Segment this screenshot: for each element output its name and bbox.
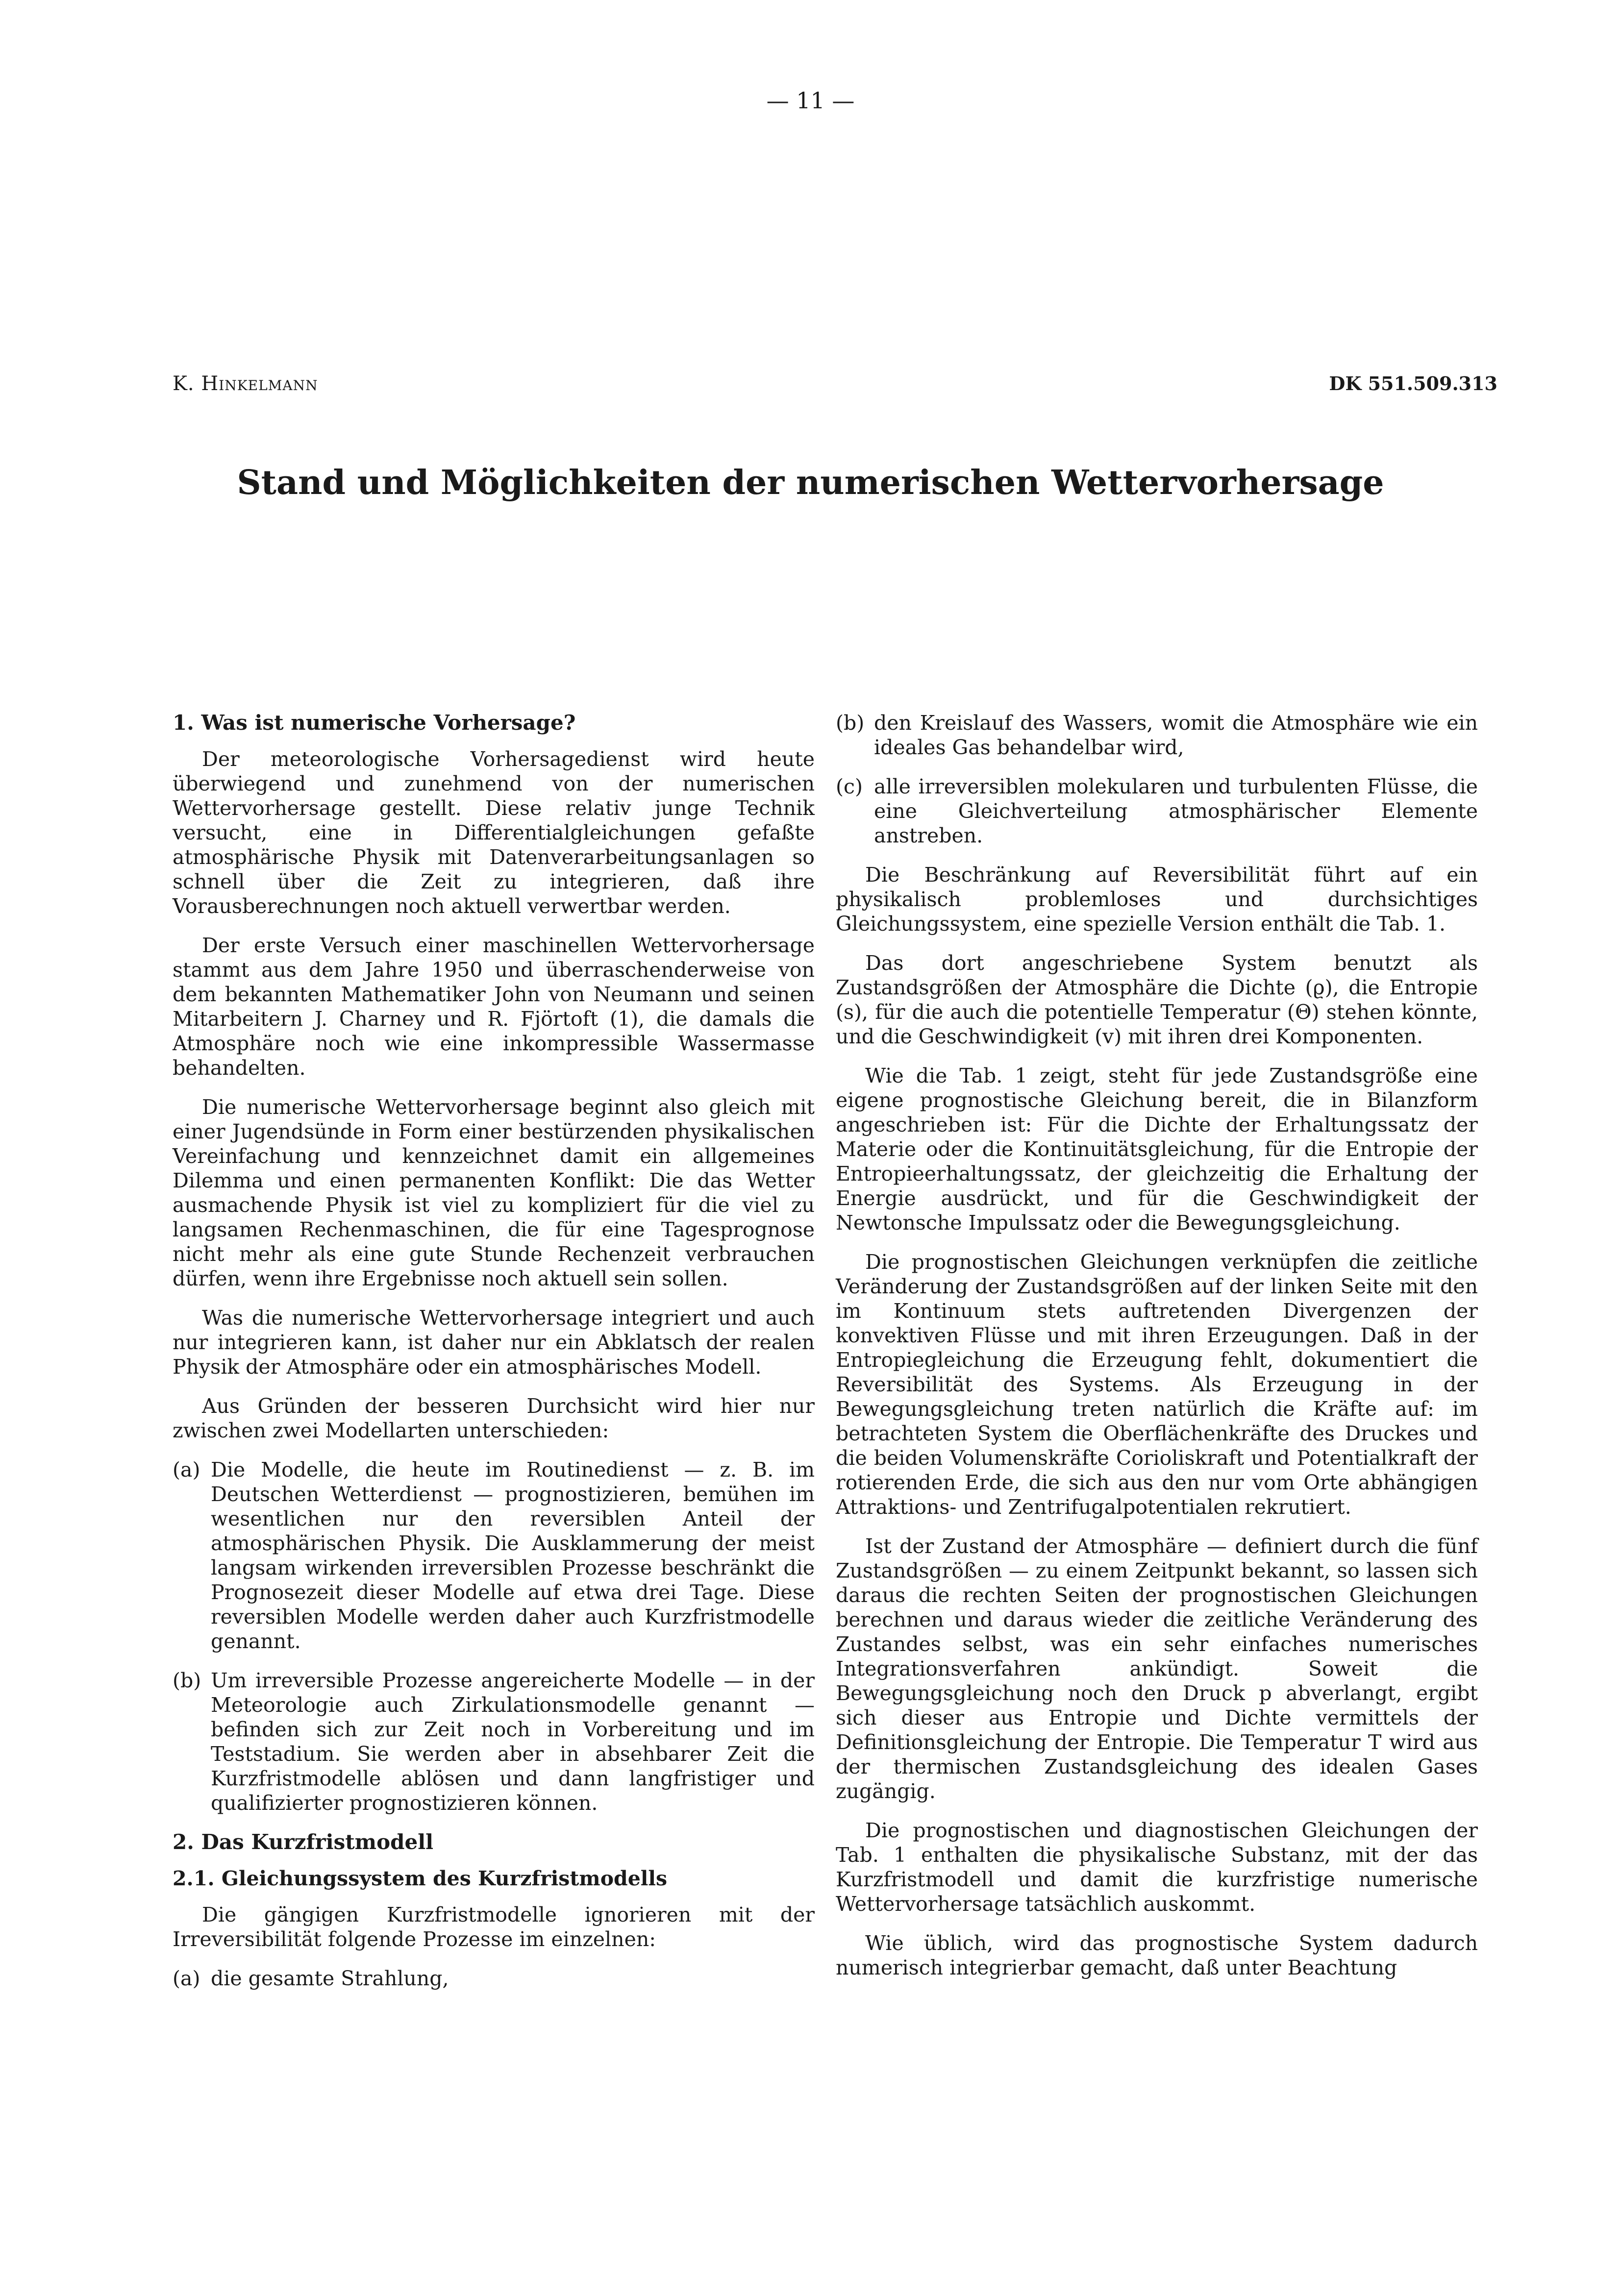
paragraph: Die prognostischen Gleichungen verknüpfen die zeitliche Veränderung der Zustandsgrößen auf der linken Seite mit den im Kontinuum stets auftretenden Divergenzen der konvektiven Flüsse und mit ihren Erzeugungen. Daß in der Entropiegleichung die Erzeugung fehlt, dokumentiert die Reversibilität des Systems. Als Erzeugung in der Bewegungsgleichung treten natürlich die Kräfte auf: im betrachteten System die Oberflächenkräfte des Druckes und die beiden Volumenskräfte Corioliskraft und Potentialkraft der rotierenden Erde, die sich aus den nur vom Orte abhängigen Attraktions- und Zentrifugalpotentialen rekrutiert. bbox=[836, 1250, 1478, 1519]
paragraph: Wie die Tab. 1 zeigt, steht für jede Zustandsgröße eine eigene prognostische Gleichung bereit, die in Bilanzform angeschrieben ist: Für die Dichte der Erhaltungssatz der Materie oder die Kontinuitätsgleichung, für die Entropie der Entropieerhaltungssatz, der gleichzeitig die Erhaltung der Energie ausdrückt, und für die Geschwindigkeit der Newtonsche Impulssatz oder die Bewegungsgleichung. bbox=[836, 1064, 1478, 1234]
author: K. Hinkelmann bbox=[173, 372, 318, 395]
list-label: (c) bbox=[836, 775, 863, 798]
list-label: (a) bbox=[173, 1967, 200, 1990]
list-text: Um irreversible Prozesse angereicherte Modelle — in der Meteorologie auch Zirkulationsmodelle genannt — befinden sich zur Zeit noch in Vorbereitung und im Teststadium. Sie werden aber in absehbarer Zeit die Kurzfristmodelle ablösen und dann langfristiger und qualifizierter prognostizieren können. bbox=[211, 1669, 815, 1815]
list-item bbox=[836, 711, 1478, 760]
section-heading-2: 2. Das Kurzfristmodell bbox=[173, 1830, 434, 1854]
list-text: Die Modelle, die heute im Routinedienst — z. B. im Deutschen Wetterdienst — prognostizieren, bemühen im wesentlichen nur den reversiblen Anteil der atmosphärischen Physik. Die Ausklammerung der meist langsam wirkenden irreversiblen Prozesse beschränkt die Prognosezeit dieser Modelle auf etwa drei Tage. Diese reversiblen Modelle werden daher auch Kurzfristmodelle genannt. bbox=[211, 1458, 815, 1653]
list-text: den Kreislauf des Wassers, womit die Atmosphäre wie ein ideales Gas behandelbar wird, bbox=[874, 711, 1478, 759]
list-item bbox=[173, 1966, 815, 1991]
list-label: (b) bbox=[173, 1669, 201, 1692]
left-column bbox=[173, 711, 815, 2005]
list-text: die gesamte Strahlung, bbox=[211, 1967, 449, 1990]
list-label: (b) bbox=[836, 711, 865, 735]
list-item bbox=[836, 774, 1478, 848]
paragraph: Aus Gründen der besseren Durchsicht wird hier nur zwischen zwei Modellarten unterschieden: bbox=[173, 1394, 815, 1442]
right-column bbox=[836, 711, 1478, 1995]
paragraph: Der erste Versuch einer maschinellen Wettervorhersage stammt aus dem Jahre 1950 und überraschenderweise von dem bekannten Mathematiker John von Neumann und seinen Mitarbeitern J. Charney und R. Fjörtoft (1), die damals die Atmosphäre noch wie eine inkompressible Wassermasse behandelten. bbox=[173, 934, 815, 1080]
subsection-heading: 2.1. Gleichungssystem des Kurzfristmodells bbox=[173, 1867, 668, 1890]
paragraph: Ist der Zustand der Atmosphäre — definiert durch die fünf Zustandsgrößen — zu einem Zeitpunkt bekannt, so lassen sich daraus die rechten Seiten der prognostischen Gleichungen berechnen und daraus wieder die zeitliche Veränderung des Zustandes selbst, was ein sehr einfaches numerisches Integrationsverfahren ankündigt. Soweit die Bewegungsgleichung noch den Druck p abverlangt, ergibt sich dieser aus Entropie und Dichte vermittels der Definitionsgleichung der Entropie. Die Temperatur T wird aus der thermischen Zustandsgleichung des idealen Gases zugängig. bbox=[836, 1534, 1478, 1803]
list-text: alle irreversiblen molekularen und turbulenten Flüsse, die eine Gleichverteilung atmosphärischer Elemente anstreben. bbox=[874, 775, 1478, 847]
article-title: Stand und Möglichkeiten der numerischen Wettervorhersage bbox=[237, 463, 1384, 502]
paragraph: Die prognostischen und diagnostischen Gleichungen der Tab. 1 enthalten die physikalische Substanz, mit der das Kurzfristmodell und damit die kurzfristige numerische Wettervorhersage tatsächlich auskommt. bbox=[836, 1819, 1478, 1916]
paragraph: Was die numerische Wettervorhersage integriert und auch nur integrieren kann, ist daher nur ein Abklatsch der realen Physik der Atmosphäre oder ein atmosphärisches Modell. bbox=[173, 1306, 815, 1379]
paragraph: Wie üblich, wird das prognostische System dadurch numerisch integrierbar gemacht, daß unter Beachtung bbox=[836, 1931, 1478, 1979]
list-label: (a) bbox=[173, 1458, 200, 1481]
section-heading-1: 1. Was ist numerische Vorhersage? bbox=[173, 711, 576, 735]
dk-classification: DK 551.509.313 bbox=[1329, 372, 1497, 395]
page-number: — 11 — bbox=[766, 87, 855, 114]
paragraph: Die Beschränkung auf Reversibilität führt auf ein physikalisch problemloses und durchsichtiges Gleichungssystem, eine spezielle Version enthält die Tab. 1. bbox=[836, 863, 1478, 936]
list-item bbox=[173, 1457, 815, 1654]
list-item bbox=[173, 1668, 815, 1815]
paragraph: Die numerische Wettervorhersage beginnt also gleich mit einer Jugendsünde in Form einer bestürzenden physikalischen Vereinfachung und kennzeichnet damit ein allgemeines Dilemma und einen permanenten Konflikt: Die das Wetter ausmachende Physik ist viel zu kompliziert für die viel zu langsamen Rechenmaschinen, die für eine Tagesprognose nicht mehr als eine gute Stunde Rechenzeit verbrauchen dürfen, wenn ihre Ergebnisse noch aktuell sein sollen. bbox=[173, 1095, 815, 1290]
paragraph: Der meteorologische Vorhersagedienst wird heute überwiegend und zunehmend von der numerischen Wettervorhersage gestellt. Diese relativ junge Technik versucht, eine in Differentialgleichungen gefaßte atmosphärische Physik mit Datenverarbeitungsanlagen so schnell über die Zeit zu integrieren, daß ihre Vorausberechnungen noch aktuell verwertbar werden. bbox=[173, 747, 815, 918]
paragraph: Das dort angeschriebene System benutzt als Zustandsgrößen der Atmosphäre die Dichte (ϱ), die Entropie (s), für die auch die potentielle Temperatur (Θ) stehen könnte, und die Geschwindigkeit (v) mit ihren drei Komponenten. bbox=[836, 951, 1478, 1048]
paragraph: Die gängigen Kurzfristmodelle ignorieren mit der Irreversibilität folgende Prozesse im einzelnen: bbox=[173, 1903, 815, 1951]
